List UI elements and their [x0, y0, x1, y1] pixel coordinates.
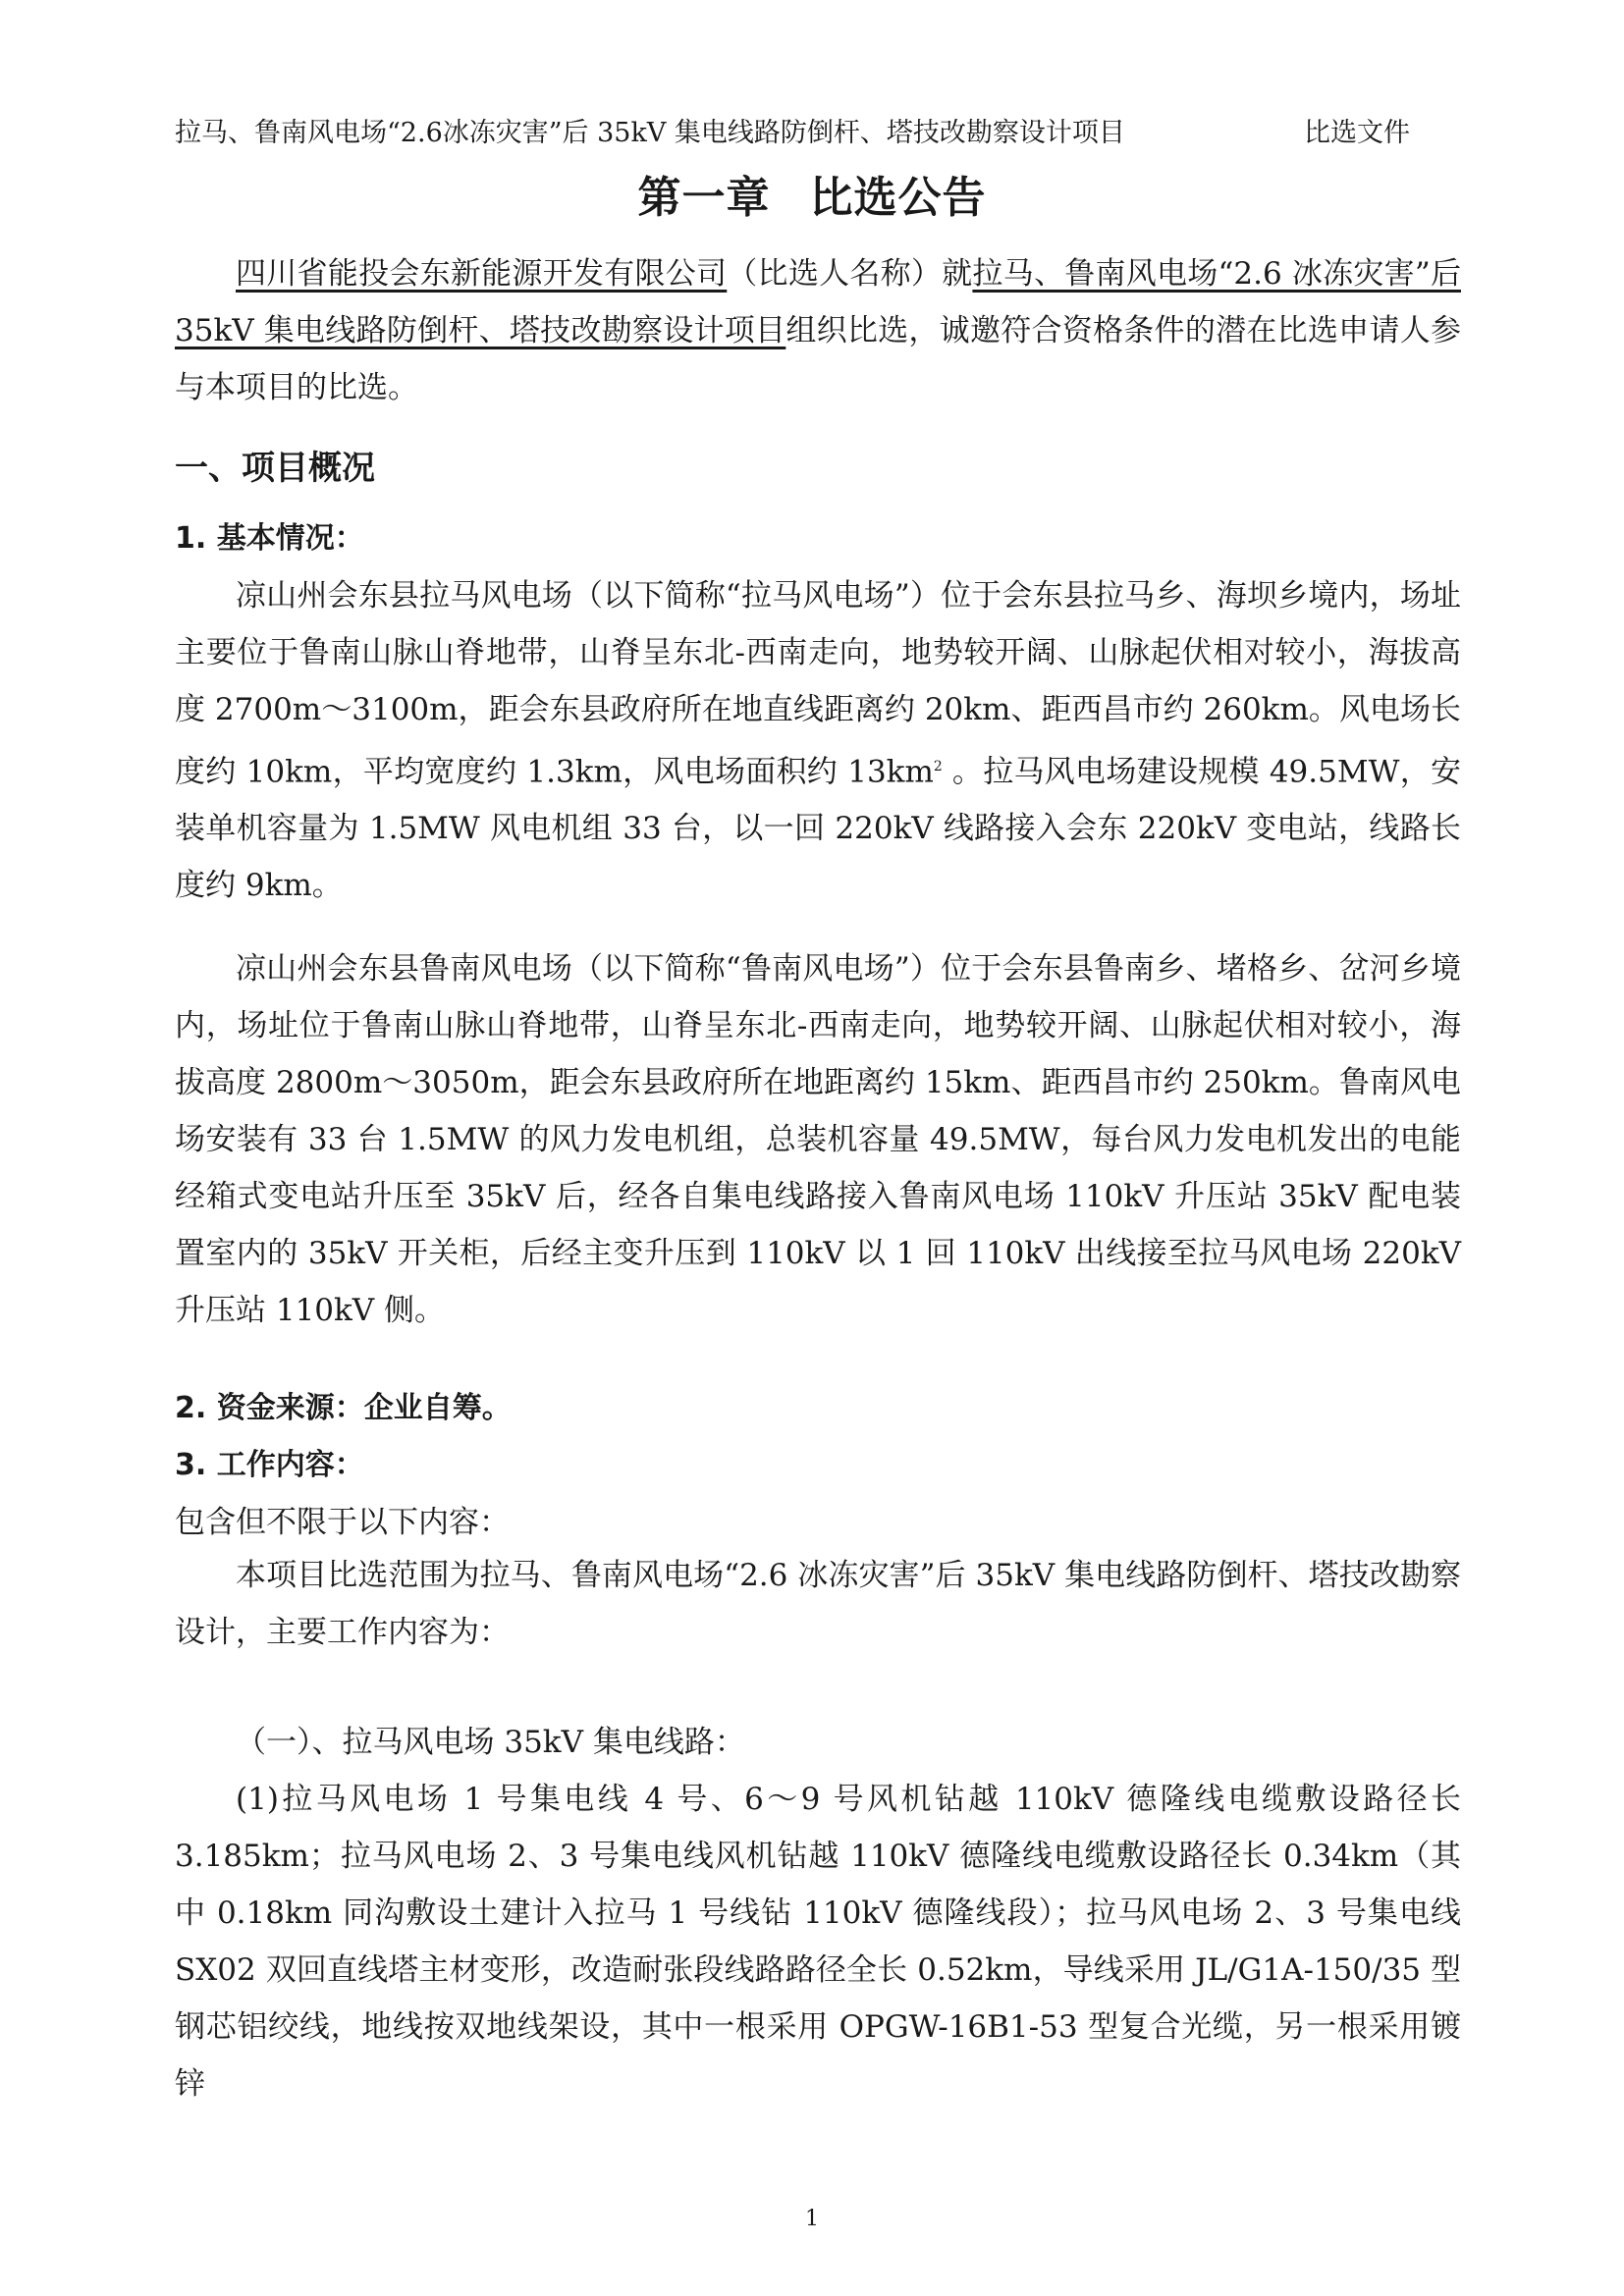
work-subheading-lama: （一）、拉马风电场 35kV 集电线路：: [236, 1725, 745, 1760]
basic-paragraph-lunan: 凉山州会东县鲁南风电场（以下简称“鲁南风电场”）位于会东县鲁南乡、堵格乡、岔河乡境内，场址位于鲁南山脉山脊地带，山脊呈东北-西南走向，地势较开阔、山脉起伏相对较小，海拔高度 2800m～3050m，距会东县政府所在地距离约 15km、距西昌市约 250km。鲁南风电场安装有 33 台 1.5MW 的风力发电机组，总装机容量 49.5MW，每台风力发电机发出的电能经箱式变电站升压至 35kV 后，经各自集电线路接入鲁南风电场 110kV 升压站 35kV 配电装置室内的 35kV 开关柜，后经主变升压到 110kV 以 1 回 110kV 出线接至拉马风电场 220kV 升压站 110kV 侧。: [175, 951, 1461, 1328]
work-item-1-paragraph: (1)拉马风电场 1 号集电线 4 号、6～9 号风机钻越 110kV 德隆线电缆敷设路径长 3.185km；拉马风电场 2、3 号集电线风机钻越 110kV 德隆线电缆敷设路径长 0.34km（其中 0.18km 同沟敷设土建计入拉马 1 号线钻 110kV 德隆线段）；拉马风电场 2、3 号集电线 SX02 双回直线塔主材变形，改造耐张段线路路径全长 0.52km，导线采用 JL/G1A-150/35 型钢芯铝绞线，地线按双地线架设，其中一根采用 OPGW-16B1-53 型复合光缆，另一根采用镀锌: [175, 1782, 1461, 2102]
basic-p1-text-b: 。拉马风电场建设规模 49.5MW，安装单机容量为 1.5MW 风电机组 33 台，以一回 220kV 线路接入会东 220kV 变电站，线路长度约 9km。: [175, 754, 1462, 904]
heading-work-content: 3. 工作内容：: [175, 1448, 364, 1482]
page-number: 1: [805, 2207, 819, 2231]
header-doc-type: 比选文件: [1304, 118, 1410, 148]
intro-project: 拉马、鲁南风电场“2.6 冰冻灾害”后 35kV 集电线路防倒杆、塔技改勘察设计项目: [175, 256, 1462, 348]
chapter-number: 第一章: [637, 173, 771, 223]
heading-funding: 2. 资金来源：企业自筹。: [175, 1391, 512, 1425]
superscript-two: 2: [933, 759, 943, 774]
basic-paragraph-lama: [175, 567, 1461, 914]
work-lead-line: 包含但不限于以下内容：: [175, 1505, 510, 1540]
intro-company-note: （比选人名称）就: [727, 256, 973, 292]
intro-paragraph: [175, 245, 1461, 416]
running-header: [175, 116, 1451, 151]
chapter-title: [0, 169, 1624, 228]
chapter-name: 比选公告: [809, 173, 987, 223]
section-heading-overview: 一、项目概况: [175, 449, 375, 488]
work-scope-paragraph: 本项目比选范围为拉马、鲁南风电场“2.6 冰冻灾害”后 35kV 集电线路防倒杆、塔技改勘察设计，主要工作内容为：: [175, 1558, 1461, 1650]
intro-rest: 组织比选，诚邀符合资格条件的潜在比选申请人参与本项目的比选。: [175, 313, 1461, 405]
basic-p1-text-a: 凉山州会东县拉马风电场（以下简称“拉马风电场”）位于会东县拉马乡、海坝乡境内，场址主要位于鲁南山脉山脊地带，山脊呈东北-西南走向，地势较开阔、山脉起伏相对较小，海拔高度 2700m～3100m，距会东县政府所在地直线距离约 20km、距西昌市约 260km。风电场长度约 10km，平均宽度约 1.3km，风电场面积约 13km: [175, 578, 1461, 790]
header-project-title: 拉马、鲁南风电场“2.6冰冻灾害”后 35kV 集电线路防倒杆、塔技改勘察设计项目: [175, 118, 1125, 148]
intro-company: 四川省能投会东新能源开发有限公司: [236, 256, 728, 292]
heading-basic-info: 1. 基本情况：: [175, 521, 364, 556]
